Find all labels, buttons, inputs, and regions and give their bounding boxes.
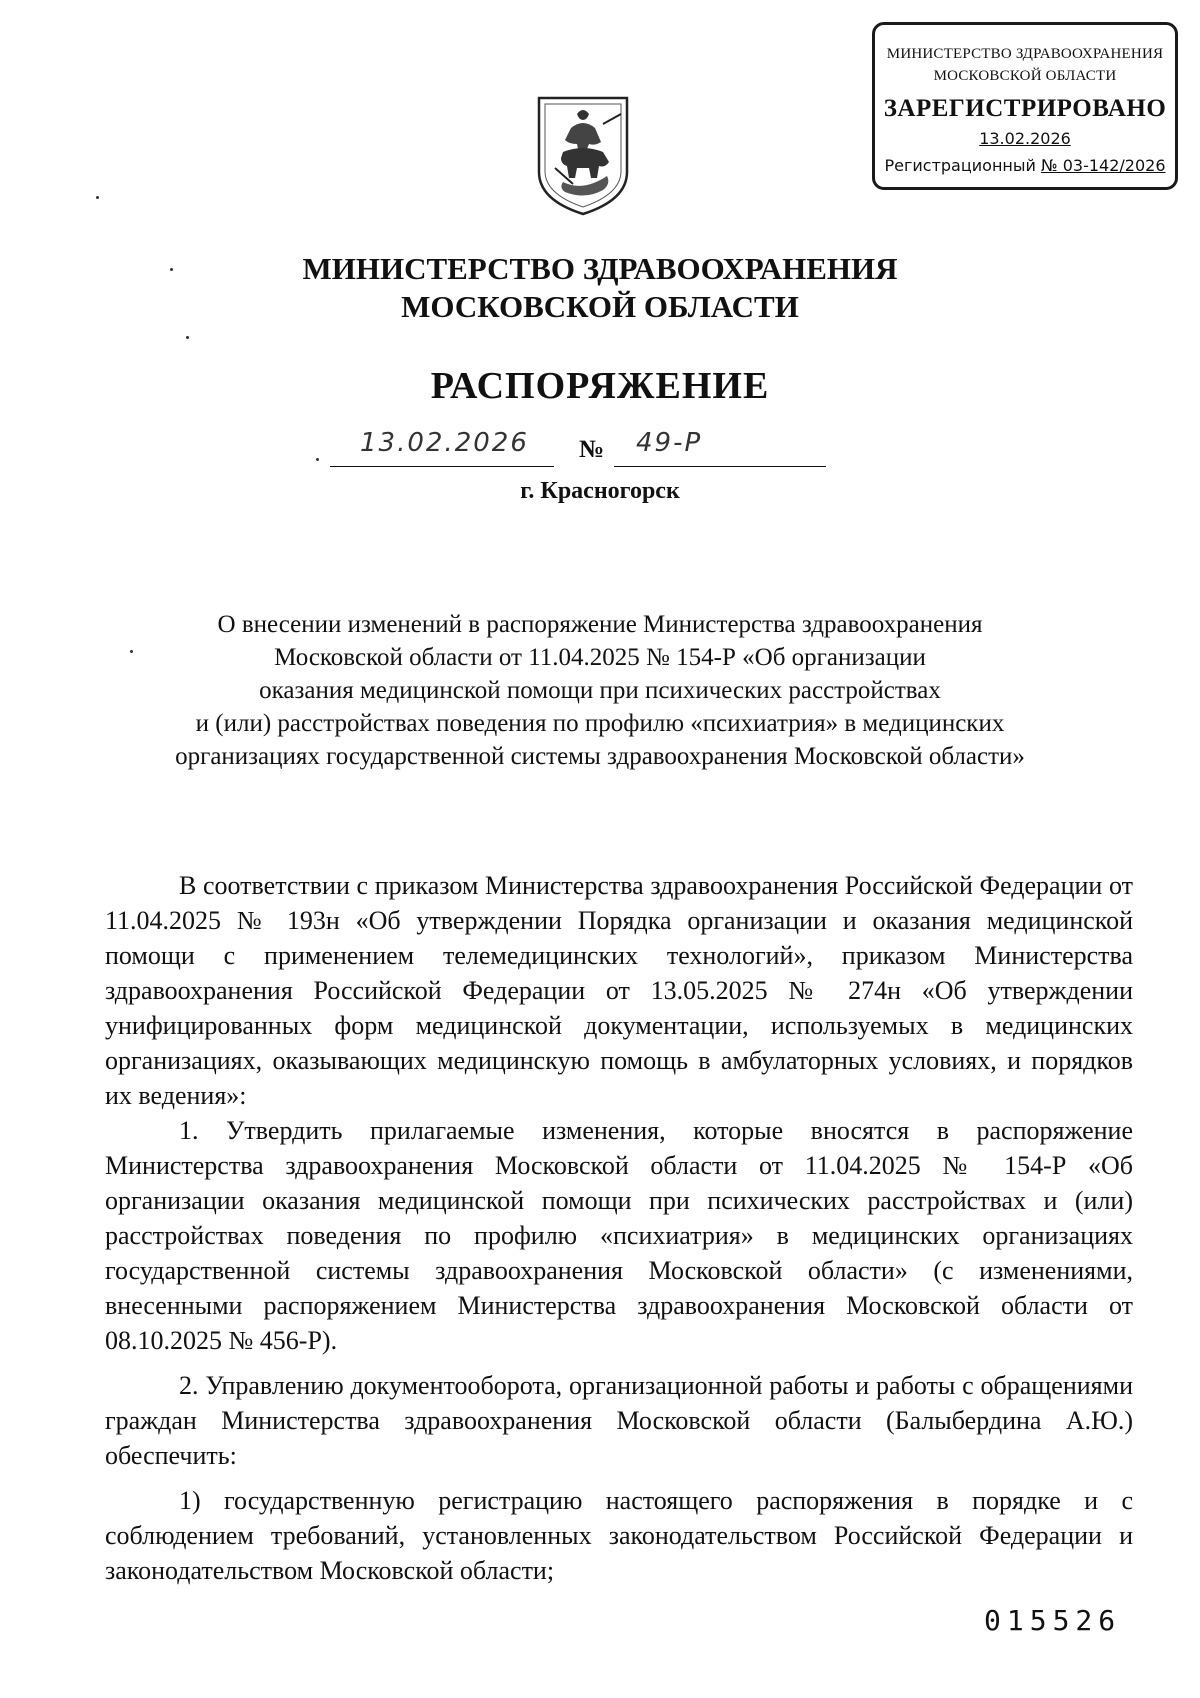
stamp-org-line2: МОСКОВСКОЙ ОБЛАСТИ (933, 68, 1117, 84)
scan-speck (316, 458, 319, 461)
stamp-date: 13.02.2026 (979, 129, 1071, 148)
city: г. Красногорск (520, 478, 680, 504)
stamp-organization (875, 41, 1175, 89)
ministry-name (0, 250, 1200, 326)
subject-line: организациях государственной системы здравоохранения Московской области» (175, 743, 1025, 770)
moscow-region-coat-of-arms-icon (533, 94, 633, 218)
number-sign: № (579, 436, 605, 463)
serial-number: 015526 (984, 1604, 1122, 1637)
document-number: 49-Р (636, 428, 703, 458)
ministry-line1: МИНИСТЕРСТВО ЗДРАВООХРАНЕНИЯ (302, 251, 898, 286)
item-2-1-paragraph: 1) государственную регистрацию настоящего распоряжения в порядке и с соблюдением требований, установленных законодательством Российской Федерации и законодательством Московской области; (105, 1486, 1133, 1585)
subject-line: оказания медицинской помощи при психических расстройствах (259, 677, 941, 704)
scan-speck (170, 268, 173, 271)
document-subject (100, 608, 1100, 773)
stamp-registration-number (875, 156, 1175, 175)
subject-line: Московской области от 11.04.2025 № 154-Р «Об организации (274, 644, 926, 671)
subject-line: О внесении изменений в распоряжение Министерства здравоохранения (217, 611, 983, 638)
item-2-paragraph: 2. Управлению документооборота, организационной работы и работы с обращениями граждан Министерства здравоохранения Московской области (Балыбердина А.Ю.) обеспечить: (105, 1371, 1133, 1470)
ministry-line2: МОСКОВСКОЙ ОБЛАСТИ (401, 289, 799, 324)
item-1-paragraph: 1. Утвердить прилагаемые изменения, которые вносятся в распоряжение Министерства здравоохранения Московской области от 11.04.2025 № 154-Р «Об организации оказания медицинской помощи при психических расстройствах и (или) расстройствах поведения по профилю «психиатрия» в медицинских организациях государственной системы здравоохранения Московской области» (с изменениями, внесенными распоряжением Министерства здравоохранения Московской области от 08.10.2025 № 456-Р). (105, 1116, 1133, 1355)
preamble-paragraph: В соответствии с приказом Министерства здравоохранения Российской Федерации от 11.04.2025 № 193н «Об утверждении Порядка организации и оказания медицинской помощи с применением телемедицинских технологий», приказом Министерства здравоохранения Российской Федерации от 13.05.2025 № 274н «Об утверждении унифицированных форм медицинской документации, используемых в медицинских организациях, оказывающих медицинскую помощь в амбулаторных условиях, и порядков их ведения»: (105, 871, 1133, 1110)
stamp-registered-label: ЗАРЕГИСТРИРОВАНО (883, 95, 1167, 122)
stamp-number-label: Регистрационный (884, 156, 1036, 175)
document-type-title: РАСПОРЯЖЕНИЕ (430, 365, 770, 407)
document-date: 13.02.2026 (360, 428, 529, 458)
stamp-org-line1: МИНИСТЕРСТВО ЗДРАВООХРАНЕНИЯ (886, 46, 1164, 62)
subject-line: и (или) расстройствах поведения по профилю «психиатрия» в медицинских (195, 710, 1005, 737)
scan-speck (186, 336, 189, 339)
scan-speck (130, 650, 133, 653)
registration-stamp (872, 22, 1178, 190)
stamp-number-value: № 03-142/2026 (1040, 156, 1166, 175)
document-body (105, 868, 1133, 1588)
scan-speck (96, 196, 99, 199)
